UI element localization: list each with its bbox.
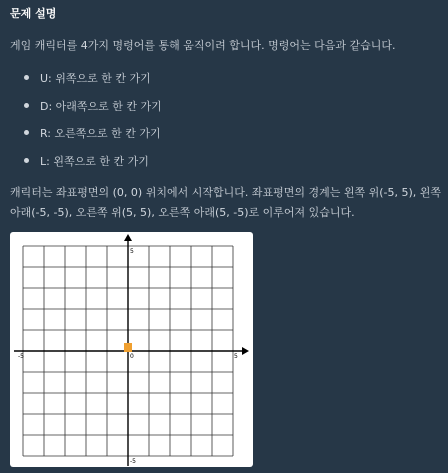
character-marker — [124, 343, 132, 352]
origin-label: 0 — [130, 353, 134, 360]
intro-text: 게임 캐릭터를 4가지 명령어를 통해 움직이려 합니다. 명령어는 다음과 같습니다. — [10, 39, 396, 52]
y-min-label: -5 — [130, 458, 136, 465]
command-label: L: 왼쪽으로 한 칸 가기 — [40, 155, 149, 168]
coordinate-plane-figure — [10, 232, 253, 467]
bullet-icon — [24, 75, 29, 80]
command-label: D: 아래쪽으로 한 칸 가기 — [40, 100, 162, 113]
bullet-icon — [24, 130, 29, 135]
x-max-label: 5 — [234, 353, 238, 360]
command-label: U: 위쪽으로 한 칸 가기 — [40, 72, 151, 85]
coordinate-plane — [10, 232, 253, 467]
x-axis-arrow-icon — [242, 347, 249, 355]
y-axis-arrow-icon — [124, 234, 132, 241]
x-min-label: -5 — [18, 353, 24, 360]
bullet-icon — [24, 158, 29, 163]
description-text: 캐릭터는 좌표평면의 (0, 0) 위치에서 시작합니다. 좌표평면의 경계는 왼쪽 위(-5, 5), 왼쪽 아래(-5, -5), 오른쪽 위(5, 5), 오른쪽 아래(5, -5)로 이루어져 있습니다. — [10, 186, 441, 219]
y-max-label: 5 — [130, 248, 134, 255]
bullet-icon — [24, 103, 29, 108]
command-label: R: 오른쪽으로 한 칸 가기 — [40, 127, 161, 140]
section-title: 문제 설명 — [10, 7, 57, 20]
